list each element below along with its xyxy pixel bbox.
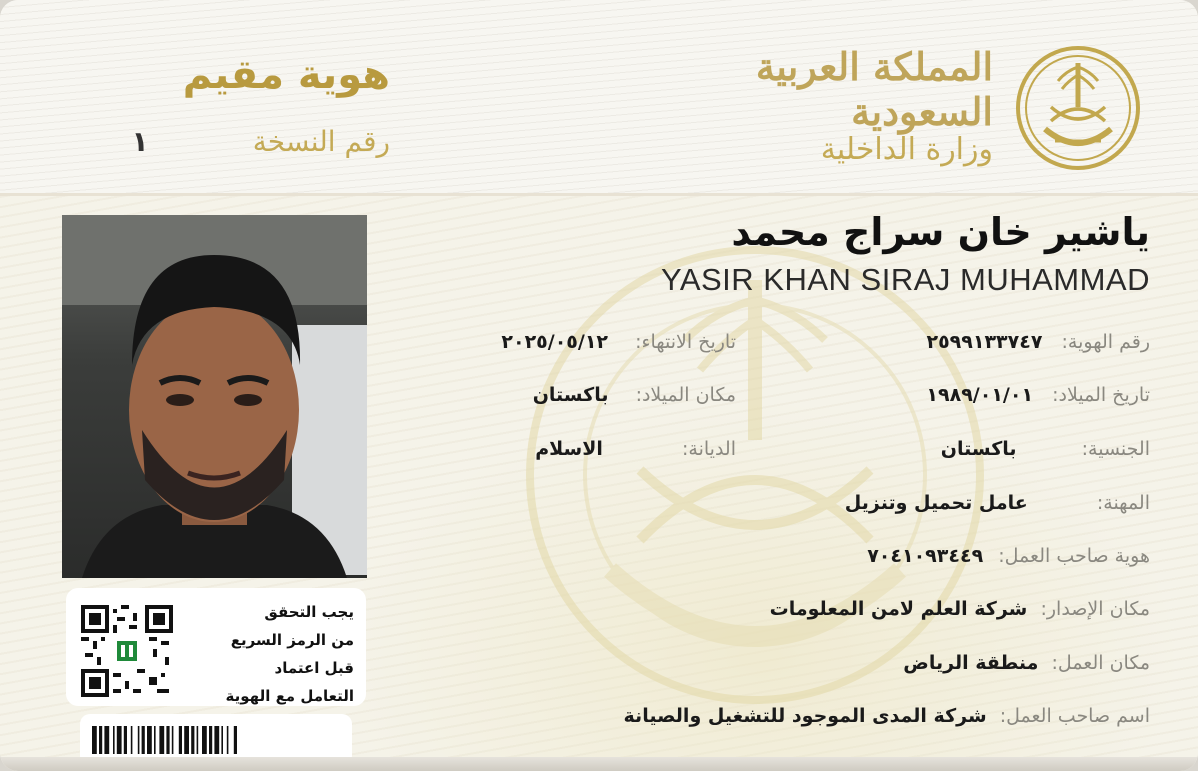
field-value: ٢٥٩٩١٣٣٧٤٧: [926, 331, 1043, 353]
qr-line-2: من الرمز السريع: [230, 631, 354, 649]
field-value: عامل تحميل وتنزيل: [844, 492, 1028, 514]
card-title: هوية مقيم: [182, 52, 390, 98]
field-label: تاريخ الانتهاء:: [635, 331, 736, 353]
field-label: الديانة:: [682, 438, 736, 460]
field-birth-place: [533, 384, 736, 406]
field-value: ١٩٨٩/٠١/٠١: [926, 384, 1034, 406]
holder-name-arabic: ياشير خان سراج محمد: [731, 210, 1150, 254]
copy-number-value: ١: [131, 125, 149, 158]
field-birth-date: [926, 384, 1150, 406]
qr-instructions: [174, 598, 354, 710]
field-value: الاسلام: [535, 438, 603, 460]
field-value: باكستان: [532, 384, 609, 406]
field-id-number: [926, 331, 1150, 353]
qr-line-1: يجب التحقق: [264, 603, 354, 621]
field-value: منطقة الرياض: [903, 652, 1039, 674]
field-issue-place: [770, 598, 1150, 620]
field-employer-name: [624, 705, 1150, 727]
barcode-icon[interactable]: [92, 726, 340, 754]
field-value: ٧٠٤١٠٩٣٤٤٩: [867, 545, 984, 567]
field-value: ٢٠٢٥/٠٥/١٢: [501, 331, 609, 353]
kingdom-name: المملكة العربية السعودية: [755, 44, 993, 134]
field-expiry-date: [501, 331, 736, 353]
ministry-name: وزارة الداخلية: [820, 132, 993, 167]
saudi-emblem-icon: [1015, 45, 1141, 171]
field-label: الجنسية:: [1081, 438, 1150, 460]
field-work-place: [903, 652, 1150, 674]
field-value: شركة المدى الموجود للتشغيل والصيانة: [623, 705, 987, 727]
field-label: المهنة:: [1096, 492, 1150, 514]
field-label: مكان الإصدار:: [1040, 598, 1150, 620]
field-label: تاريخ الميلاد:: [1052, 384, 1150, 406]
field-label: اسم صاحب العمل:: [999, 705, 1150, 727]
field-value: شركة العلم لامن المعلومات: [769, 598, 1028, 620]
field-value: باكستان: [940, 438, 1017, 460]
field-label: مكان الميلاد:: [635, 384, 736, 406]
emblem-watermark-icon: [520, 240, 990, 710]
qr-code-icon[interactable]: [81, 605, 173, 697]
portrait-photo: [62, 215, 367, 578]
card-bottom-edge: [0, 757, 1198, 771]
field-label: هوية صاحب العمل:: [998, 545, 1150, 567]
portrait-illustration: [62, 215, 367, 578]
field-occupation: [845, 492, 1150, 514]
field-nationality: [941, 438, 1150, 460]
qr-verification-box: [66, 588, 366, 706]
field-religion: [535, 438, 736, 460]
qr-line-3: قبل اعتماد: [274, 659, 354, 677]
holder-name-english: YASIR KHAN SIRAJ MUHAMMAD: [660, 262, 1150, 297]
field-label: رقم الهوية:: [1061, 331, 1150, 353]
field-employer-id: [867, 545, 1150, 567]
qr-line-4: التعامل مع الهوية: [225, 687, 354, 705]
copy-number-label: رقم النسخة: [252, 125, 390, 158]
field-label: مكان العمل:: [1051, 652, 1150, 674]
